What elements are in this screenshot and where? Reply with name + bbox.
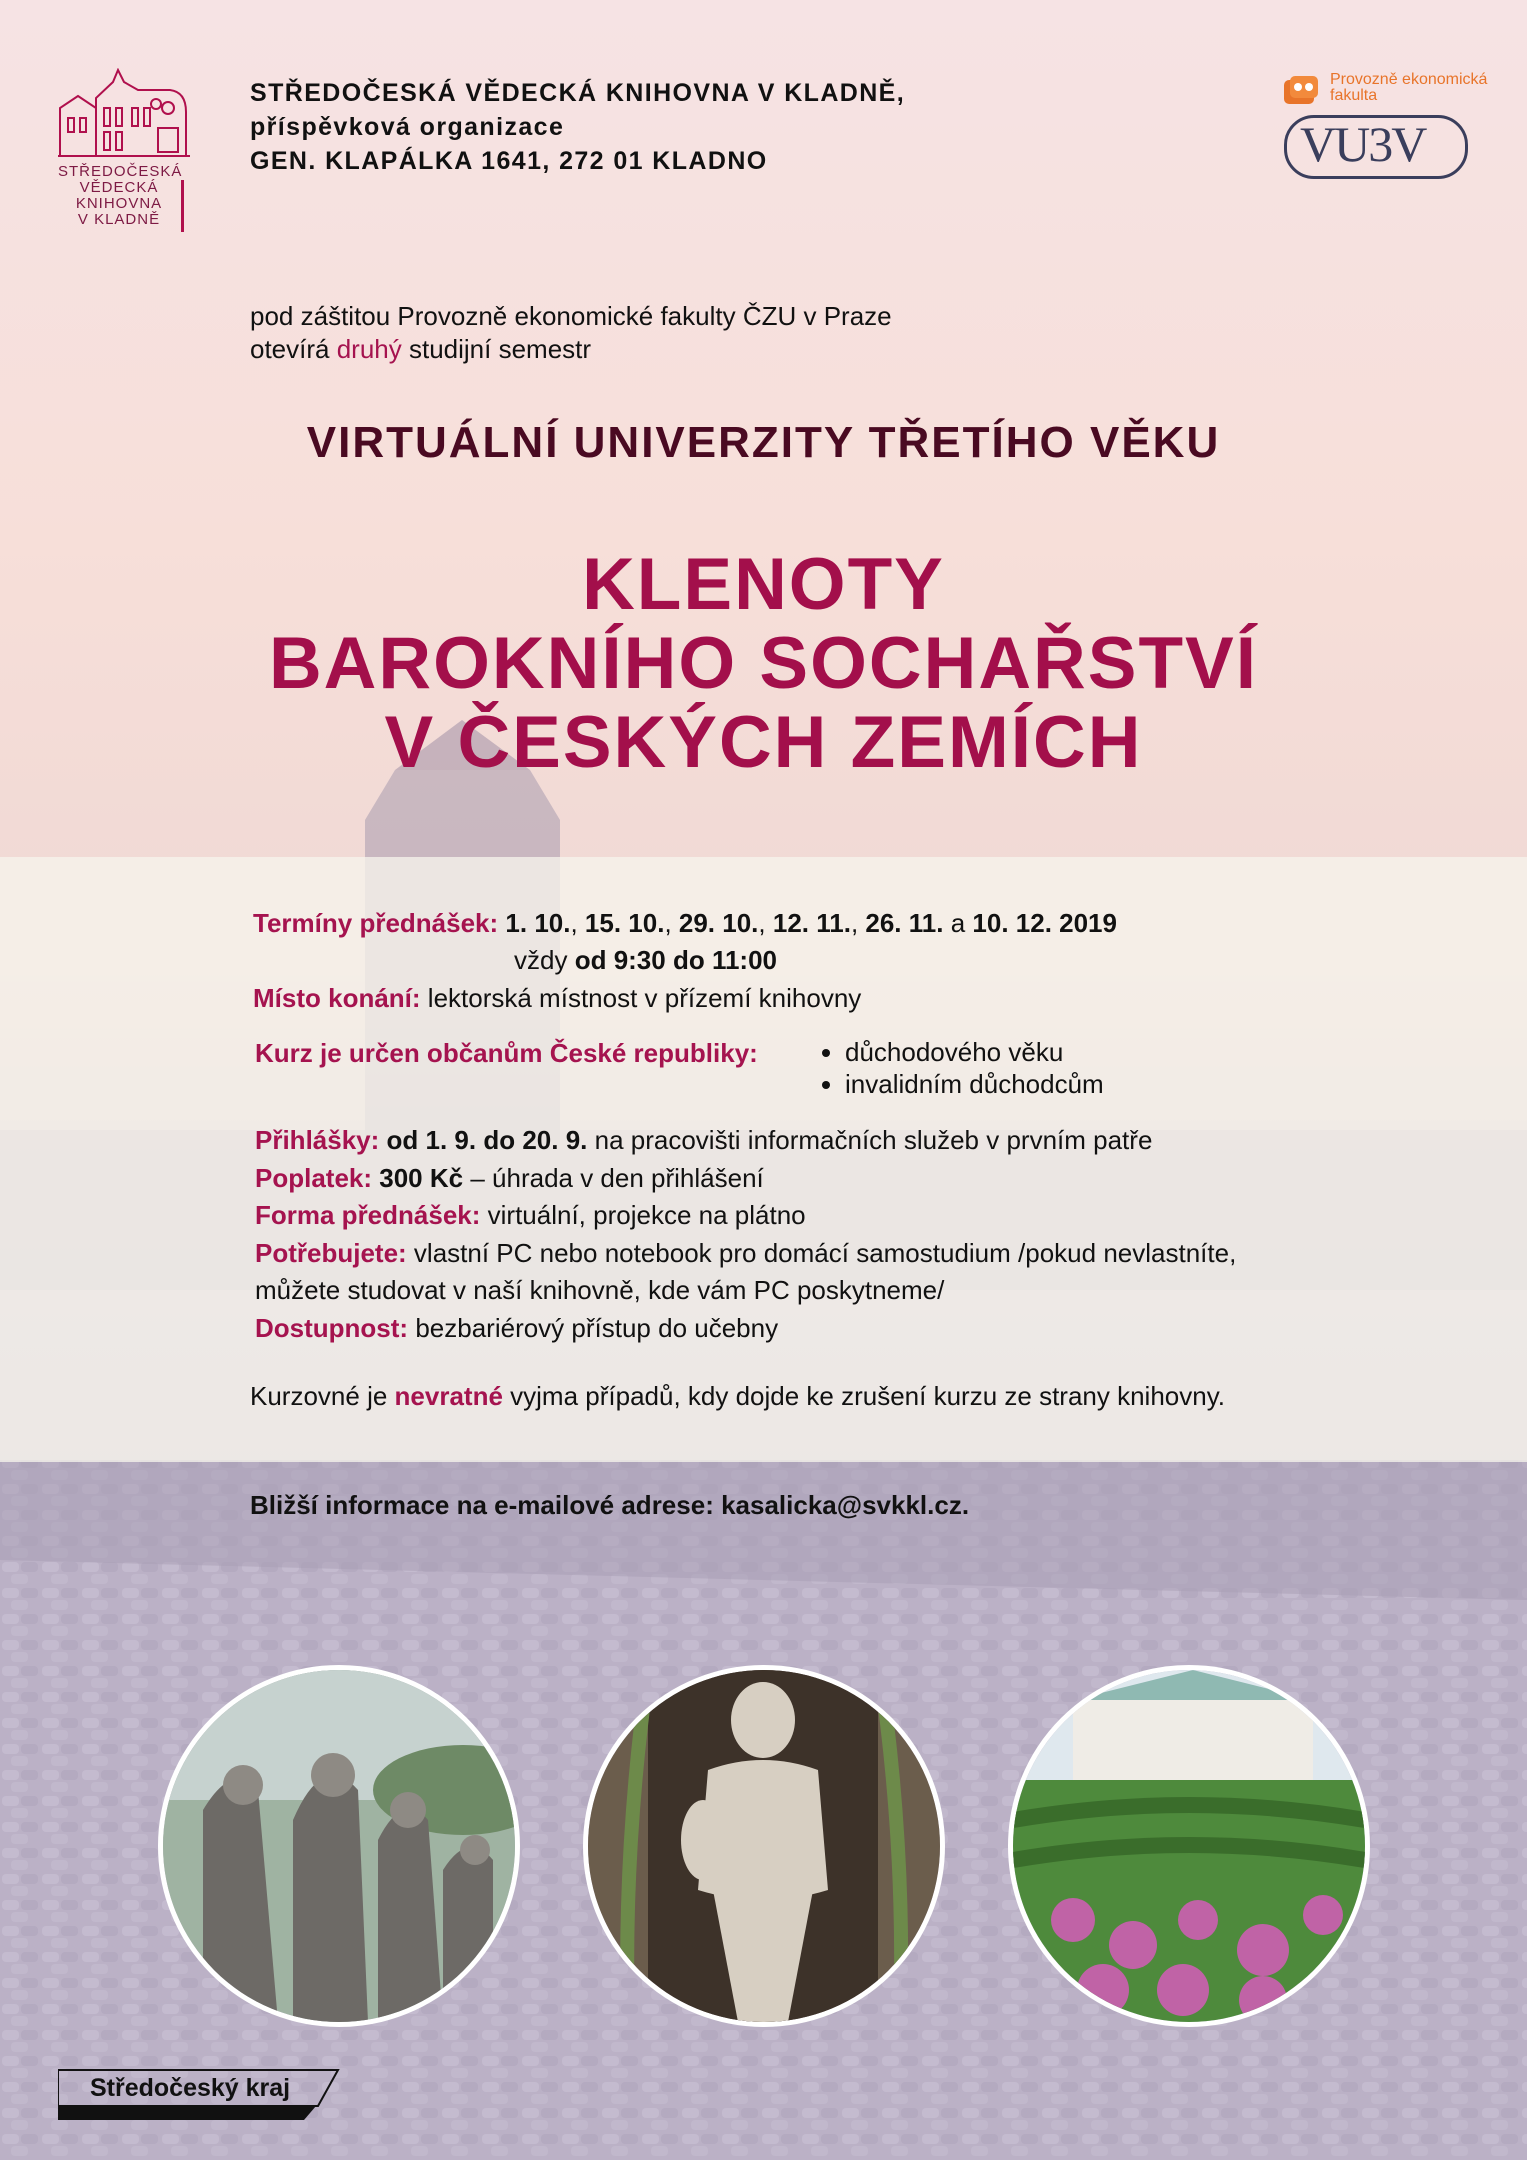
photo-statues-bridge bbox=[158, 1665, 520, 2027]
vu3v-logo bbox=[1280, 70, 1488, 180]
intro-line-2: otevírá druhý studijní semestr bbox=[250, 334, 592, 364]
library-logo-text: STŘEDOČESKÁ VĚDECKÁ KNIHOVNA V KLADNĚ bbox=[58, 163, 183, 228]
faculty-name: Provozně ekonomická fakulta bbox=[1330, 71, 1488, 104]
intro-line-1: pod záštitou Provozně ekonomické fakulty ČZU v Praze bbox=[250, 301, 892, 331]
course-title bbox=[0, 545, 1527, 782]
photo-faun-sculpture bbox=[583, 1665, 945, 2027]
library-org-type: příspěvková organizace bbox=[250, 113, 565, 141]
apply-row: Přihlášky: od 1. 9. do 20. 9. na pracovišti informačních služeb v prvním patře bbox=[255, 1125, 1153, 1155]
library-name: STŘEDOČESKÁ VĚDECKÁ KNIHOVNA V KLADNĚ, bbox=[250, 79, 906, 107]
contact-email: Bližší informace na e-mailové adrese: kasalicka@svkkl.cz. bbox=[250, 1490, 970, 1520]
course-title-line-3: V ČESKÝCH ZEMÍCH bbox=[384, 702, 1143, 783]
region-name: Středočeský kraj bbox=[90, 2074, 291, 2102]
region-logo bbox=[58, 2068, 348, 2122]
fee-row: Poplatek: 300 Kč – úhrada v den přihlášení bbox=[255, 1163, 764, 1193]
venue-row: Místo konání: lektorská místnost v přízemí knihovny bbox=[253, 983, 862, 1013]
program-heading: VIRTUÁLNÍ UNIVERZITY TŘETÍHO VĚKU bbox=[306, 418, 1221, 467]
dates-row: Termíny přednášek: 1. 10., 15. 10., 29. 10., 12. 11., 26. 11. a 10. 12. 2019 bbox=[253, 908, 1117, 938]
faculty-icon bbox=[1282, 74, 1322, 108]
logo-accent-bar bbox=[181, 180, 184, 232]
needs-row: Potřebujete: vlastní PC nebo notebook pro domácí samostudium /pokud nevlastníte, můžete studovat v naší knihovně, kde vám PC poskytneme/ bbox=[255, 1238, 1237, 1305]
refund-highlight: nevratné bbox=[394, 1381, 503, 1411]
list-item: • důchodového věku bbox=[845, 1036, 1104, 1068]
venue-label: Místo konání: bbox=[253, 983, 421, 1013]
library-building-icon bbox=[58, 68, 193, 158]
vu3v-mark-text: VU3V bbox=[1300, 116, 1426, 172]
library-street: GEN. KLAPÁLKA 1641, 272 01 KLADNO bbox=[250, 147, 768, 175]
audience-label: Kurz je určen občanům České republiky: bbox=[255, 1038, 758, 1068]
list-item: • invalidním důchodcům bbox=[845, 1068, 1104, 1100]
photo-baroque-garden bbox=[1008, 1665, 1370, 2027]
library-logo bbox=[58, 68, 193, 233]
form-row: Forma přednášek: virtuální, projekce na plátno bbox=[255, 1200, 806, 1230]
course-title-line-1: KLENOTY bbox=[582, 544, 945, 625]
course-title-line-2: BAROKNÍHO SOCHAŘSTVÍ bbox=[268, 623, 1259, 704]
time-row: vždy od 9:30 do 11:00 bbox=[514, 945, 778, 975]
dates-label: Termíny přednášek: bbox=[253, 908, 499, 938]
audience-list bbox=[815, 1036, 1104, 1100]
refund-note: Kurzovné je nevratné vyjma případů, kdy dojde ke zrušení kurzu ze strany knihovny. bbox=[250, 1381, 1226, 1411]
intro-text bbox=[250, 300, 892, 366]
semester-highlight: druhý bbox=[336, 334, 402, 364]
header-address bbox=[250, 76, 1150, 178]
access-row: Dostupnost: bezbariérový přístup do učebny bbox=[255, 1313, 779, 1343]
